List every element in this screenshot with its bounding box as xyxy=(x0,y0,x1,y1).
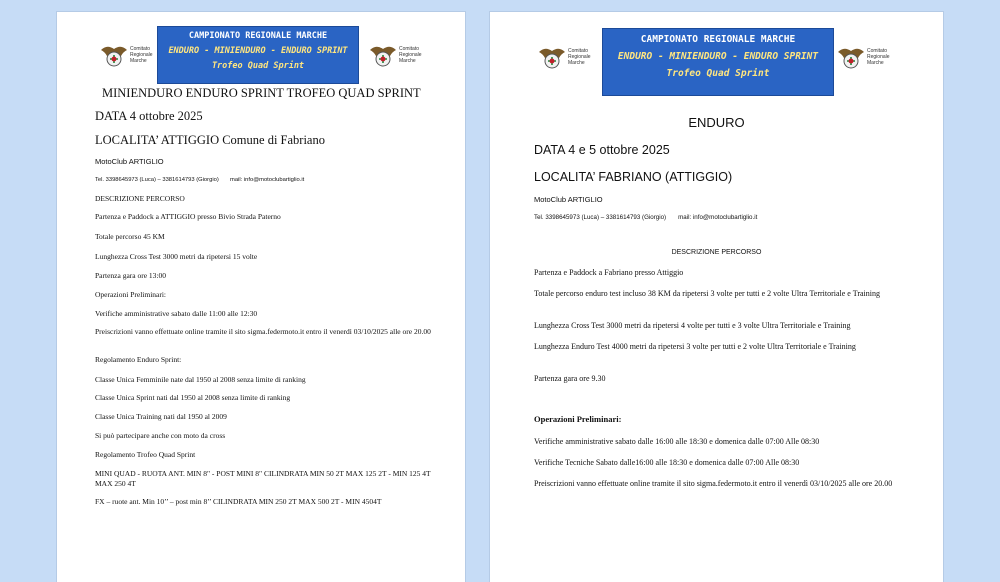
left-contact: Tel. 3398645973 (Luca) – 3381614793 (Giorgio) mail: info@motoclubartiglio.it xyxy=(95,177,305,183)
right-prelim-item: Verifiche amministrative sabato dalle 16:00 alle 18:30 e domenica dalle 07:00 Alle 08:30 xyxy=(534,437,820,446)
federation-logo xyxy=(99,40,159,74)
page-header xyxy=(57,26,465,84)
left-item: Regolamento Trofeo Quad Sprint xyxy=(95,450,196,459)
left-item: Partenza gara ore 13:00 xyxy=(95,271,167,280)
left-item: Classe Unica Sprint nati dal 1950 al 2008 senza limite di ranking xyxy=(95,393,291,402)
left-club: MotoClub ARTIGLIO xyxy=(95,157,164,166)
left-item: FX – ruote ant. Min 10’’ – post min 8’’ CILINDRATA MIN 250 2T MAX 500 2T - MIN 4504T xyxy=(95,497,382,506)
left-item: Partenza e Paddock a ATTIGGIO presso Bivio Strada Paterno xyxy=(95,212,281,221)
banner-line-3: Trofeo Quad Sprint xyxy=(666,68,770,79)
logo-text: Comitato Regionale Marche xyxy=(399,46,422,64)
banner-line-2: ENDURO - MINIENDURO - ENDURO SPRINT xyxy=(617,51,819,62)
championship-banner xyxy=(157,26,359,84)
federation-logo xyxy=(368,40,428,74)
logo-text: Comitato Regionale Marche xyxy=(568,48,591,66)
championship-banner xyxy=(602,28,834,96)
federation-logo xyxy=(836,42,896,76)
logo-text: Comitato Regionale Marche xyxy=(867,48,890,66)
left-item: Verifiche amministrative sabato dalle 11:00 alle 12:30 xyxy=(95,309,258,318)
left-date: DATA 4 ottobre 2025 xyxy=(95,109,203,123)
right-prelim-heading: Operazioni Preliminari: xyxy=(534,414,622,424)
banner-line-2: ENDURO - MINIENDURO - ENDURO SPRINT xyxy=(168,46,348,56)
right-title: ENDURO xyxy=(688,115,745,130)
left-title: MINIENDURO ENDURO SPRINT TROFEO QUAD SPRINT xyxy=(102,86,421,100)
right-item: Totale percorso enduro test incluso 38 KM da ripetersi 3 volte per tutti e 2 volte Ultra Territoriale e Training xyxy=(534,289,880,298)
federation-logo xyxy=(537,42,597,76)
banner-line-1: CAMPIONATO REGIONALE MARCHE xyxy=(640,34,796,45)
right-item: Lunghezza Cross Test 3000 metri da ripetersi 4 volte per tutti e 3 volte Ultra Territoriale e Training xyxy=(534,321,851,330)
right-desc-heading: DESCRIZIONE PERCORSO xyxy=(671,249,762,256)
right-item: Partenza e Paddock a Fabriano presso Attiggio xyxy=(534,268,684,277)
left-item: Si può partecipare anche con moto da cross xyxy=(95,431,226,440)
page-header xyxy=(490,26,943,84)
left-item: Lunghezza Cross Test 3000 metri da ripetersi 15 volte xyxy=(95,252,258,261)
left-location: LOCALITA’ ATTIGGIO Comune di Fabriano xyxy=(95,133,325,147)
right-item: Partenza gara ore 9.30 xyxy=(534,374,606,383)
right-date: DATA 4 e 5 ottobre 2025 xyxy=(534,143,670,157)
banner-line-1: CAMPIONATO REGIONALE MARCHE xyxy=(188,31,328,41)
eagle-emblem-icon xyxy=(99,40,129,70)
left-item: Regolamento Enduro Sprint: xyxy=(95,355,182,364)
eagle-emblem-icon xyxy=(836,42,866,72)
document-page-left xyxy=(57,12,465,582)
right-club: MotoClub ARTIGLIO xyxy=(534,195,603,204)
logo-text: Comitato Regionale Marche xyxy=(130,46,153,64)
document-page-right xyxy=(490,12,943,582)
left-desc-heading: DESCRIZIONE PERCORSO xyxy=(95,194,185,203)
eagle-emblem-icon xyxy=(537,42,567,72)
eagle-emblem-icon xyxy=(368,40,398,70)
left-item: Preiscrizioni vanno effettuate online tramite il sito sigma.federmoto.it entro il venerdì 03/10/2025 alle ore 20.00 xyxy=(95,327,431,336)
left-item: MINI QUAD - RUOTA ANT. MIN 8" - POST MINI 8" CILINDRATA MIN 50 2T MAX 125 2T - MIN 125 4T MAX 250 4T xyxy=(95,469,431,488)
left-item: Classe Unica Training nati dal 1950 al 2009 xyxy=(95,412,227,421)
left-item: Totale percorso 45 KM xyxy=(95,232,165,241)
right-location: LOCALITA’ FABRIANO (ATTIGGIO) xyxy=(534,170,733,184)
right-prelim-item: Preiscrizioni vanno effettuate online tramite il sito sigma.federmoto.it entro il venerdì 03/10/2025 alle ore 20.00 xyxy=(534,479,893,488)
banner-line-3: Trofeo Quad Sprint xyxy=(211,61,305,71)
right-prelim-item: Verifiche Tecniche Sabato dalle16:00 alle 18:30 e domenica dalle 07:00 Alle 08:30 xyxy=(534,458,800,467)
left-item: Classe Unica Femminile nate dal 1950 al 2008 senza limite di ranking xyxy=(95,375,306,384)
left-item: Operazioni Preliminari: xyxy=(95,290,167,299)
right-contact: Tel. 3398645973 (Luca) – 3381614793 (Giorgio) mail: info@motoclubartiglio.it xyxy=(534,214,758,221)
right-item: Lunghezza Enduro Test 4000 metri da ripetersi 3 volte per tutti e 2 volte Ultra Territoriale e Training xyxy=(534,342,856,351)
